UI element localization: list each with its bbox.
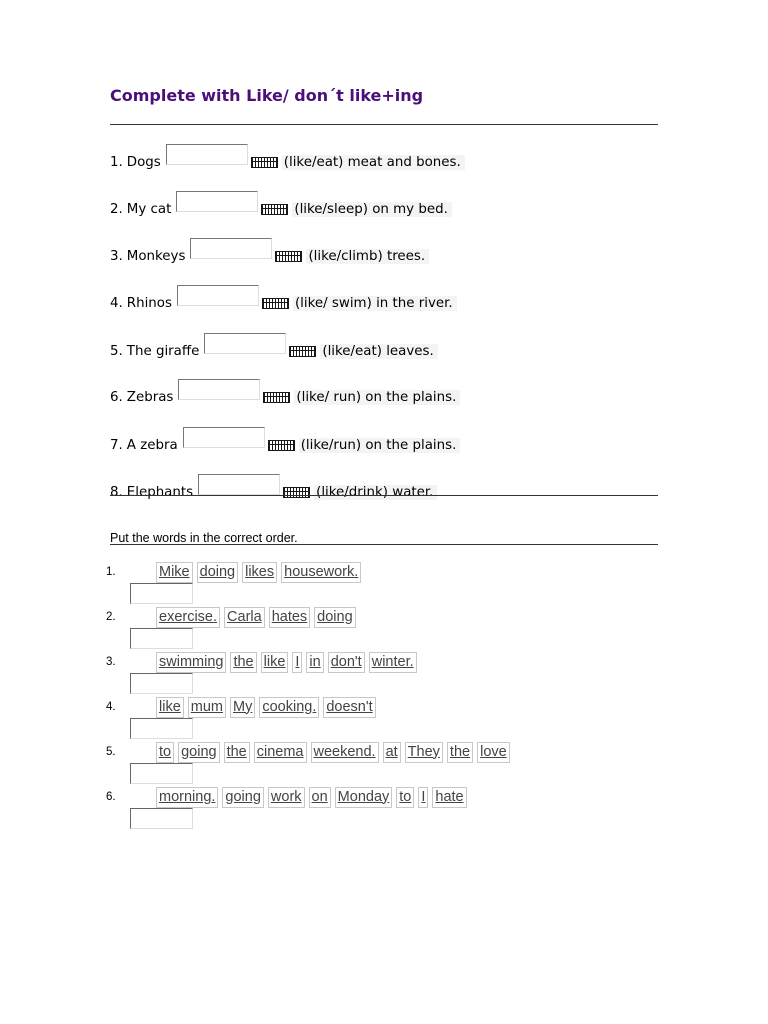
order-number: 6.	[106, 791, 116, 803]
question-hint: (like/sleep) on my bed.	[292, 202, 452, 217]
word-tile[interactable]: going	[222, 787, 263, 808]
question-subject: Elephants	[126, 485, 194, 500]
question-subject: Zebras	[126, 390, 174, 405]
question-subject: Monkeys	[126, 249, 186, 264]
question-row	[110, 146, 465, 170]
question-hint: (like/eat) meat and bones.	[282, 155, 465, 170]
keyboard-icon[interactable]	[261, 204, 288, 215]
section-divider	[110, 495, 658, 496]
keyboard-icon[interactable]	[289, 346, 316, 357]
word-tile[interactable]: Monday	[335, 787, 393, 808]
word-tile[interactable]: swimming	[156, 652, 226, 673]
word-tile[interactable]: They	[405, 742, 443, 763]
word-tile[interactable]: cinema	[254, 742, 307, 763]
question-number: 6.	[110, 390, 123, 405]
question-hint: (like/eat) leaves.	[320, 344, 437, 359]
word-tile[interactable]: doing	[197, 562, 238, 583]
order-row	[106, 651, 421, 673]
instruction-divider	[110, 544, 658, 545]
answer-input[interactable]	[190, 238, 272, 259]
word-tile[interactable]: doing	[314, 607, 355, 628]
word-tile[interactable]: like	[261, 652, 289, 673]
question-hint: (like/climb) trees.	[306, 249, 429, 264]
keyboard-icon[interactable]	[263, 392, 290, 403]
question-hint: (like/ run) on the plains.	[294, 390, 460, 405]
question-subject: The giraffe	[126, 344, 200, 359]
question-number: 4.	[110, 296, 123, 311]
answer-input[interactable]	[176, 191, 258, 212]
keyboard-icon[interactable]	[262, 298, 289, 309]
sentence-answer-input[interactable]	[130, 763, 193, 784]
order-number: 4.	[106, 701, 116, 713]
word-tile[interactable]: the	[230, 652, 256, 673]
question-number: 1.	[110, 155, 123, 170]
word-tile[interactable]: Mike	[156, 562, 193, 583]
order-row	[106, 741, 514, 763]
question-row	[110, 287, 457, 311]
word-tile[interactable]: at	[383, 742, 401, 763]
order-row	[106, 561, 365, 583]
keyboard-icon[interactable]	[283, 487, 310, 498]
order-row	[106, 696, 380, 718]
order-row	[106, 786, 471, 808]
sentence-answer-input[interactable]	[130, 808, 193, 829]
question-number: 2.	[110, 202, 123, 217]
word-tile[interactable]: I	[292, 652, 302, 673]
word-tile[interactable]: hate	[432, 787, 466, 808]
answer-input[interactable]	[178, 379, 260, 400]
answer-input[interactable]	[183, 427, 265, 448]
answer-input[interactable]	[166, 144, 248, 165]
question-subject: A zebra	[126, 438, 178, 453]
question-subject: Rhinos	[126, 296, 172, 311]
question-subject: Dogs	[126, 155, 161, 170]
question-hint: (like/ swim) in the river.	[293, 296, 457, 311]
instruction-text: Put the words in the correct order.	[110, 531, 298, 545]
question-row	[110, 335, 438, 359]
sentence-answer-input[interactable]	[130, 628, 193, 649]
keyboard-icon[interactable]	[275, 251, 302, 262]
word-tile[interactable]: don't	[328, 652, 365, 673]
answer-input[interactable]	[204, 333, 286, 354]
word-tile[interactable]: My	[230, 697, 255, 718]
word-tile[interactable]: like	[156, 697, 184, 718]
keyboard-icon[interactable]	[251, 157, 278, 168]
question-row	[110, 476, 437, 500]
question-row	[110, 429, 460, 453]
word-tile[interactable]: housework.	[281, 562, 361, 583]
answer-input[interactable]	[198, 474, 280, 495]
word-tile[interactable]: the	[224, 742, 250, 763]
order-number: 5.	[106, 746, 116, 758]
word-tile[interactable]: I	[418, 787, 428, 808]
word-tile[interactable]: weekend.	[311, 742, 379, 763]
question-row	[110, 240, 429, 264]
sentence-answer-input[interactable]	[130, 718, 193, 739]
question-hint: (like/run) on the plains.	[299, 438, 461, 453]
word-tile[interactable]: going	[178, 742, 219, 763]
question-row	[110, 381, 460, 405]
order-number: 1.	[106, 566, 116, 578]
word-tile[interactable]: cooking.	[259, 697, 319, 718]
word-tile[interactable]: exercise.	[156, 607, 220, 628]
word-tile[interactable]: to	[396, 787, 414, 808]
word-tile[interactable]: in	[306, 652, 323, 673]
word-tile[interactable]: doesn't	[323, 697, 375, 718]
word-tile[interactable]: hates	[269, 607, 310, 628]
word-tile[interactable]: the	[447, 742, 473, 763]
word-tile[interactable]: morning.	[156, 787, 218, 808]
order-row	[106, 606, 360, 628]
word-tile[interactable]: on	[309, 787, 331, 808]
sentence-answer-input[interactable]	[130, 583, 193, 604]
question-number: 5.	[110, 344, 123, 359]
question-number: 3.	[110, 249, 123, 264]
word-tile[interactable]: mum	[188, 697, 226, 718]
question-row	[110, 193, 452, 217]
question-number: 7.	[110, 438, 123, 453]
answer-input[interactable]	[177, 285, 259, 306]
keyboard-icon[interactable]	[268, 440, 295, 451]
title-divider	[110, 124, 658, 125]
sentence-answer-input[interactable]	[130, 673, 193, 694]
word-tile[interactable]: work	[268, 787, 305, 808]
word-tile[interactable]: love	[477, 742, 510, 763]
page-title: Complete with Like/ don´t like+ing	[110, 86, 424, 105]
word-tile[interactable]: Carla	[224, 607, 265, 628]
question-subject: My cat	[126, 202, 172, 217]
order-number: 3.	[106, 656, 116, 668]
question-number: 8.	[110, 485, 123, 500]
word-tile[interactable]: to	[156, 742, 174, 763]
word-tile[interactable]: likes	[242, 562, 277, 583]
question-hint: (like/drink) water.	[314, 485, 437, 500]
word-tile[interactable]: winter.	[369, 652, 417, 673]
order-number: 2.	[106, 611, 116, 623]
